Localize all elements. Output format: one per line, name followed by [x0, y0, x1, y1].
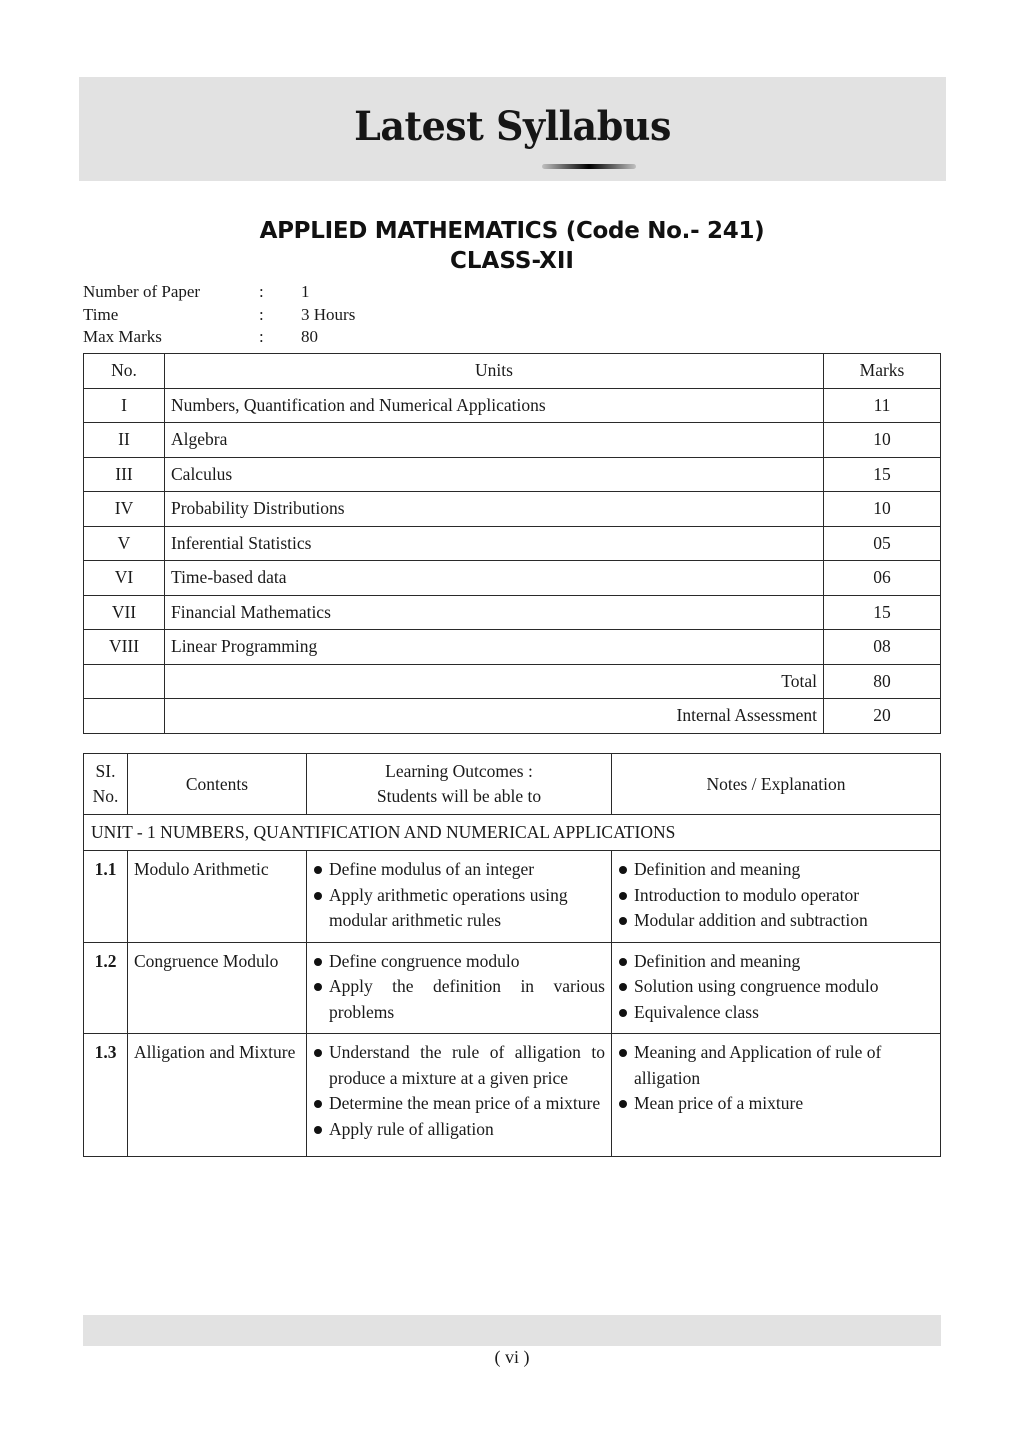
subject-title: APPLIED MATHEMATICS (Code No.- 241): [259, 218, 765, 244]
note-item: Equivalence class: [618, 1000, 934, 1026]
meta-separator: :: [259, 327, 264, 346]
footer-band: [83, 1315, 941, 1346]
unit-number: VII: [84, 595, 165, 630]
unit-number: VI: [84, 561, 165, 596]
outcome-item: Determine the mean price of a mixture: [313, 1091, 605, 1117]
unit-marks: 10: [824, 492, 941, 527]
header-learning-outcomes: [307, 754, 612, 815]
units-marks-table: [83, 353, 941, 734]
empty-cell: [84, 664, 165, 699]
unit-name: Probability Distributions: [165, 492, 824, 527]
learning-outcomes-cell: [307, 942, 612, 1034]
header-outcomes-line2: Students will be able to: [376, 786, 542, 806]
header-no: No.: [84, 354, 165, 389]
header-units: Units: [165, 354, 824, 389]
table-row: [84, 561, 941, 596]
unit-number: IV: [84, 492, 165, 527]
unit-heading-row: [84, 815, 941, 851]
table-header-row: [84, 354, 941, 389]
total-row: [84, 664, 941, 699]
meta-row-papers: [83, 281, 355, 304]
learning-outcomes-cell: [307, 851, 612, 943]
meta-value: 3 Hours: [301, 304, 356, 324]
learning-outcomes-cell: [307, 1034, 612, 1157]
sl-number: 1.2: [84, 942, 128, 1034]
header-outcomes-line1: Learning Outcomes :: [385, 761, 533, 781]
internal-assessment-value: 20: [824, 699, 941, 734]
notes-cell: [612, 1034, 941, 1157]
meta-label: Number of Paper: [83, 282, 201, 301]
internal-assessment-label: Internal Assessment: [165, 699, 824, 734]
unit-number: III: [84, 457, 165, 492]
outcome-item: Define congruence modulo: [313, 949, 605, 975]
note-item: Definition and meaning: [618, 857, 934, 883]
meta-value: 80: [301, 327, 318, 346]
unit-heading: UNIT - 1 NUMBERS, QUANTIFICATION AND NUMERICAL APPLICATIONS: [84, 815, 941, 851]
title-underline-decoration: [542, 164, 636, 169]
header-banner: [79, 77, 946, 181]
note-item: Mean price of a mixture: [618, 1091, 934, 1117]
unit-marks: 10: [824, 423, 941, 458]
outcome-item: Understand the rule of alligation to produce a mixture at a given price: [313, 1040, 605, 1091]
page-number: ( vi ): [494, 1347, 530, 1367]
exam-meta: [83, 281, 355, 349]
table-row: [84, 1034, 941, 1157]
note-item: Introduction to modulo operator: [618, 883, 934, 909]
header-marks: Marks: [824, 354, 941, 389]
unit-marks: 05: [824, 526, 941, 561]
outcome-item: Apply arithmetic operations using modular arithmetic rules: [313, 883, 605, 934]
total-value: 80: [824, 664, 941, 699]
content-topic: Alligation and Mixture: [128, 1034, 307, 1157]
unit-number: V: [84, 526, 165, 561]
table-row: [84, 526, 941, 561]
outcome-item: Apply the definition in various problems: [313, 974, 605, 1025]
meta-label: Time: [83, 304, 119, 324]
outcome-item: Define modulus of an integer: [313, 857, 605, 883]
sl-number: 1.3: [84, 1034, 128, 1157]
notes-cell: [612, 851, 941, 943]
table-row: [84, 851, 941, 943]
unit-number: I: [84, 388, 165, 423]
unit-name: Linear Programming: [165, 630, 824, 665]
note-item: Meaning and Application of rule of alligation: [618, 1040, 934, 1091]
unit-name: Numbers, Quantification and Numerical Applications: [165, 388, 824, 423]
note-item: Definition and meaning: [618, 949, 934, 975]
table-row: [84, 630, 941, 665]
unit-number: II: [84, 423, 165, 458]
meta-value: 1: [301, 282, 310, 301]
header-sl-no: [84, 754, 128, 815]
table-header-row: [84, 754, 941, 815]
header-sl-line1: SI.: [95, 761, 116, 781]
header-notes: Notes / Explanation: [612, 754, 941, 815]
unit-name: Inferential Statistics: [165, 526, 824, 561]
unit-marks: 06: [824, 561, 941, 596]
unit-marks: 08: [824, 630, 941, 665]
meta-separator: :: [259, 282, 264, 301]
unit-number: VIII: [84, 630, 165, 665]
unit-contents-table: [83, 753, 941, 1157]
table-row: [84, 388, 941, 423]
table-row: [84, 423, 941, 458]
sl-number: 1.1: [84, 851, 128, 943]
note-item: Solution using congruence modulo: [618, 974, 934, 1000]
unit-name: Financial Mathematics: [165, 595, 824, 630]
meta-label: Max Marks: [83, 327, 162, 346]
content-topic: Congruence Modulo: [128, 942, 307, 1034]
unit-name: Calculus: [165, 457, 824, 492]
meta-separator: :: [259, 304, 264, 324]
meta-row-max-marks: [83, 326, 355, 349]
header-sl-line2: No.: [92, 786, 119, 806]
internal-assessment-row: [84, 699, 941, 734]
unit-marks: 15: [824, 595, 941, 630]
unit-marks: 11: [824, 388, 941, 423]
content-topic: Modulo Arithmetic: [128, 851, 307, 943]
table-row: [84, 492, 941, 527]
banner-title: Latest Syllabus: [354, 103, 671, 150]
class-title: CLASS-XII: [450, 248, 574, 274]
table-row: [84, 942, 941, 1034]
table-row: [84, 595, 941, 630]
unit-name: Time-based data: [165, 561, 824, 596]
notes-cell: [612, 942, 941, 1034]
note-item: Modular addition and subtraction: [618, 908, 934, 934]
meta-row-time: [83, 304, 355, 327]
empty-cell: [84, 699, 165, 734]
header-contents: Contents: [128, 754, 307, 815]
total-label: Total: [165, 664, 824, 699]
table-row: [84, 457, 941, 492]
outcome-item: Apply rule of alligation: [313, 1117, 605, 1143]
unit-marks: 15: [824, 457, 941, 492]
unit-name: Algebra: [165, 423, 824, 458]
